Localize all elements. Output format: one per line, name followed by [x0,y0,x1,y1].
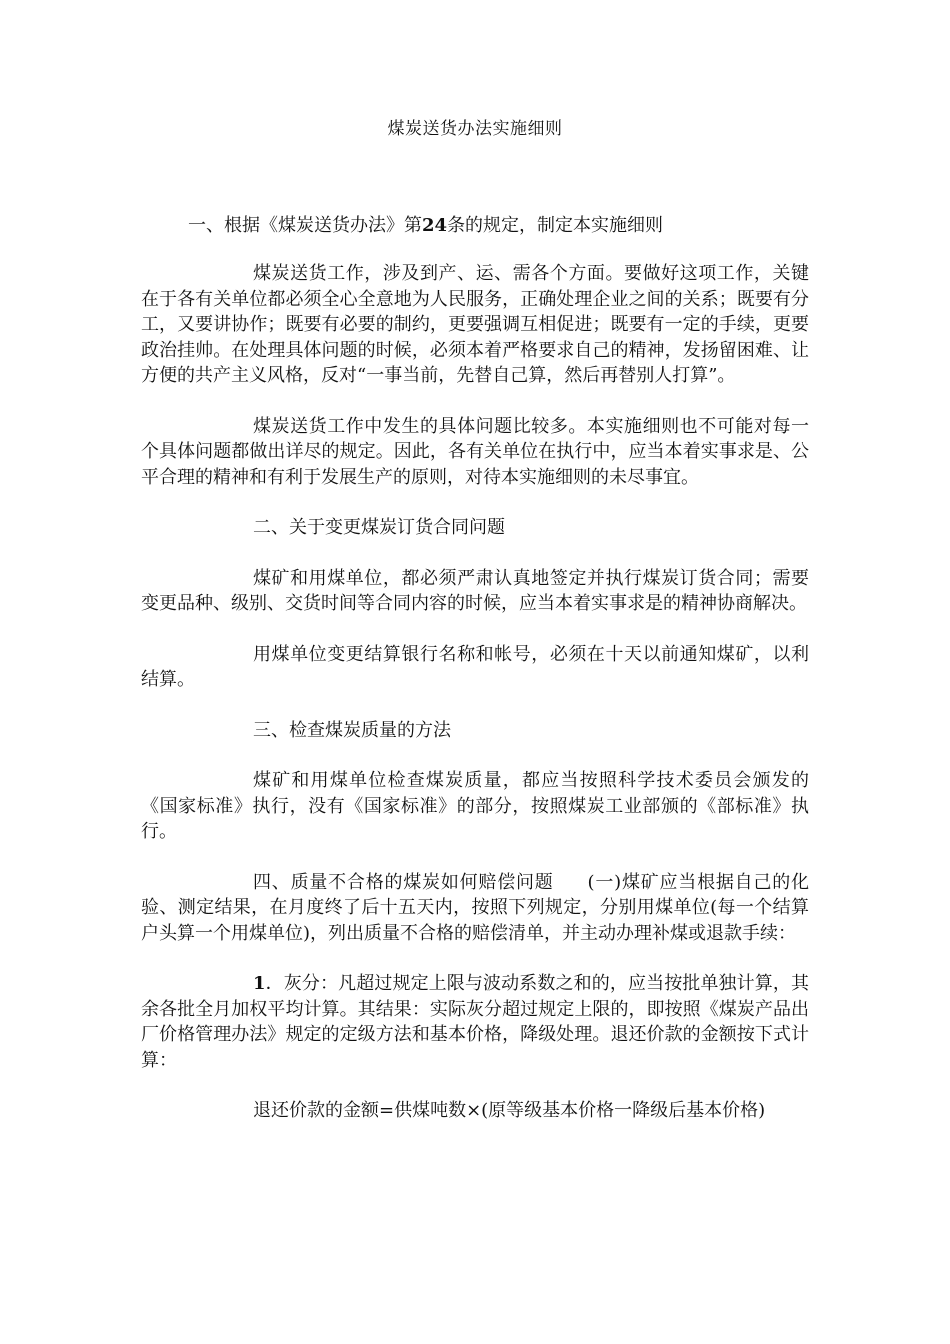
item-number: 1 [253,973,266,994]
document-title: 煤炭送货办法实施细则 [387,119,563,139]
heading-text-pre: 一、根据《煤炭送货办法》第 [188,215,422,236]
article-number: 24 [422,215,448,236]
paragraph-5: 煤矿和用煤单位检查煤炭质量，都应当按照科学技术委员会颁发的《国家标准》执行，没有《国家标准》的部分，按照煤炭工业部颁的《部标准》执行。 [141,770,809,842]
paragraph-4: 用煤单位变更结算银行名称和帐号，必须在十天以前通知煤矿，以利结算。 [141,643,809,690]
paragraph-6 [141,870,809,947]
paragraph-7-text: ．灰分：凡超过规定上限与波动系数之和的，应当按批单独计算，其余各批全月加权平均计算。其结果：实际灰分超过规定上限的，即按照《煤炭产品出厂价格管理办法》规定的定级方法和基本价格，降级处理。退还价款的金额按下式计算： [141,973,809,1071]
paragraph-3: 煤矿和用煤单位，都必须严肃认真地签定并执行煤炭订货合同；需要变更品种、级别、交货时间等合同内容的时候，应当本着实事求是的精神协商解决。 [141,567,809,614]
heading-text-post: 条的规定，制定本实施细则 [447,215,664,236]
formula: 退还价款的金额=供煤吨数×(原等级基本价格一降级后基本价格) [253,1100,766,1121]
section-heading-1 [188,213,828,239]
section-heading-2: 二、关于变更煤炭订货合同问题 [253,517,505,538]
document-body [141,261,809,1124]
paragraph-6-text: (一)煤矿应当根据自己的化验、测定结果，在月度终了后十五天内，按照下列规定，分别用煤单位(每一个结算户头算一个用煤单位)，列出质量不合格的赔偿清单，并主动办理补煤或退款手续： [141,871,809,944]
section-heading-4: 四、质量不合格的煤炭如何赔偿问题 [253,871,554,893]
paragraph-1: 煤炭送货工作，涉及到产、运、需各个方面。要做好这项工作，关键在于各有关单位都必须全心全意地为人民服务，正确处理企业之间的关系；既要有分工，又要讲协作；既要有必要的制约，更要强调互相促进；既要有一定的手续，更要政治挂帅。在处理具体问题的时候，必须本着严格要求自己的精神，发扬留困难、让方便的共产主义风格，反对“一事当前，先替自己算，然后再替别人打算”。 [141,263,809,386]
paragraph-2: 煤炭送货工作中发生的具体问题比较多。本实施细则也不可能对每一个具体问题都做出详尽的规定。因此，各有关单位在执行中，应当本着实事求是、公平合理的精神和有利于发展生产的原则，对待本实施细则的未尽事宜。 [141,415,809,488]
section-heading-3: 三、检查煤炭质量的方法 [253,719,451,741]
paragraph-7 [141,971,809,1073]
